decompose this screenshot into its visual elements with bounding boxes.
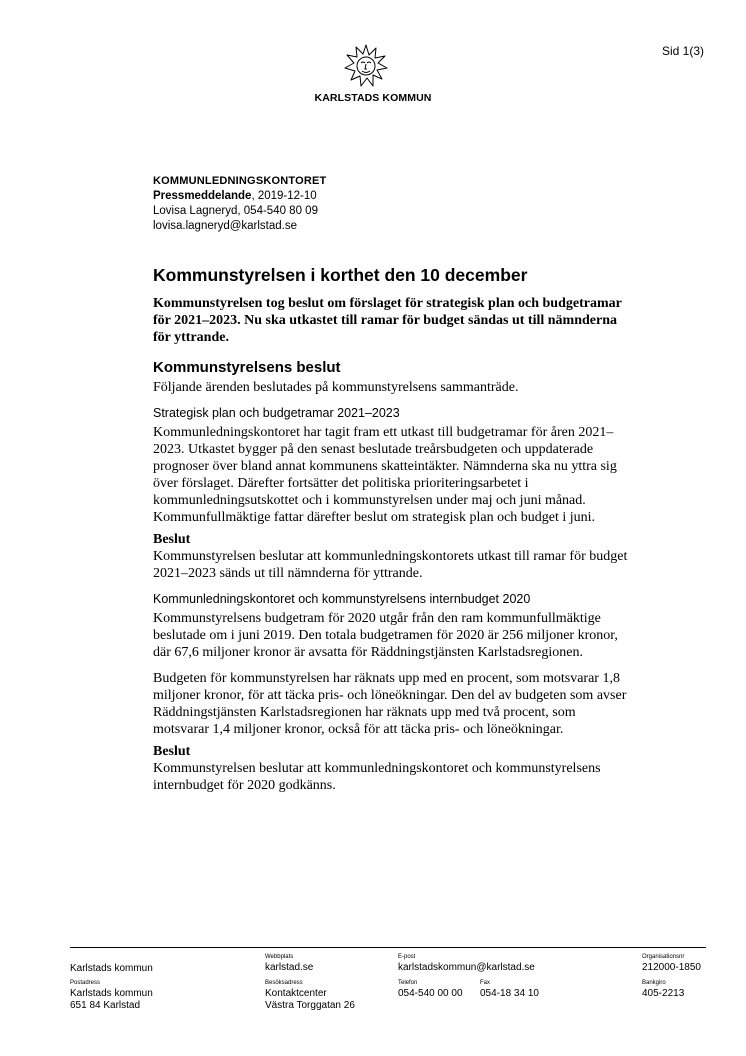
footer-email-label: E-post	[398, 954, 416, 960]
item2-title: Kommunledningskontoret och kommunstyrelsens internbudget 2020	[153, 592, 531, 606]
item2-decision: Kommunstyrelsen beslutar att kommunledningskontoret och kommunstyrelsens internbudget för 2020 godkänns.	[153, 761, 601, 793]
footer-phone-label: Telefon	[398, 980, 418, 986]
item1-body: Kommunledningskontoret har tagit fram ett utkast till budgetramar för åren 2021–2023. Utkastet bygger på den senast beslutade treårsbudgeten och uppdaterade prognoser över bland annat kommunens skatteintäkter. Nämnderna ska nu yttra sig över förslaget. Därefter fortsätter det politiska prioriteringsarbetet i kommunledningsutskottet och i kommunstyrelsen under maj och juni månad. Kommunfullmäktige fattar därefter beslut om strategisk plan och budget i juni.	[153, 425, 617, 525]
footer-visit-label: Besöksadress	[265, 980, 303, 986]
item2-body2: Budgeten för kommunstyrelsen har räknats upp med en procent, som motsvarar 1,8 miljoner kronor, för att täcka pris- och löneökningar. Den del av budgeten som avser Räddningstjänsten Karlstadsregionen har räknats upp med två procent, som motsvarar 1,4 miljoner kronor, också för att täcka pris- och löneökningar.	[153, 671, 627, 737]
article	[153, 263, 633, 794]
contact-email: lovisa.lagneryd@karlstad.se	[153, 220, 297, 232]
org-name: KARLSTADS KOMMUN	[314, 92, 432, 104]
footer-bankgiro-label: Bankgiro	[642, 980, 666, 986]
item1-decision: Kommunstyrelsen beslutar att kommunledningskontorets utkast till ramar för budget 2021–2023 sänds ut till nämnderna för yttrande.	[153, 549, 628, 581]
footer-divider	[70, 947, 706, 948]
footer-visit-line2: Västra Torggatan 26	[265, 1000, 355, 1011]
article-title: Kommunstyrelsen i korthet den 10 december	[153, 265, 528, 285]
footer-email[interactable]: karlstadskommun@karlstad.se	[398, 962, 535, 973]
footer-phone: 054-540 00 00	[398, 988, 463, 999]
item2-body1: Kommunstyrelsens budgetram för 2020 utgår från den ram kommunfullmäktige beslutade om i juni 2019. Den totala budgetramen för 2020 är 256 miljoner kronor, där 67,6 miljoner kronor är avsatta för Räddningstjänsten Karlstadsregionen.	[153, 611, 618, 660]
footer-fax-label: Fax	[480, 980, 491, 986]
page-number: Sid 1(3)	[661, 44, 704, 58]
item1-title: Strategisk plan och budgetramar 2021–2023	[153, 406, 400, 420]
footer-name: Karlstads kommun	[70, 963, 153, 974]
sun-logo-icon	[344, 44, 388, 88]
footer-web[interactable]: karlstad.se	[265, 962, 314, 973]
footer-post-line1: Karlstads kommun	[70, 988, 153, 999]
section-title: Kommunstyrelsens beslut	[153, 359, 341, 376]
footer-web-label: Webbplats	[265, 954, 294, 960]
footer-bankgiro: 405-2213	[642, 988, 685, 999]
footer-orgnr: 212000-1850	[642, 962, 701, 973]
press-meta	[153, 174, 326, 234]
press-type: Pressmeddelande	[153, 190, 252, 202]
footer-post-label: Postadress	[70, 980, 101, 986]
item1-decision-label: Beslut	[153, 532, 191, 547]
footer-fax: 054-18 34 10	[480, 988, 539, 999]
article-lead: Kommunstyrelsen tog beslut om förslaget för strategisk plan och budgetramar för 2021–2023. Nu ska utkastet till ramar för budget sändas ut till nämnderna för yttrande.	[153, 296, 622, 345]
press-type-line	[153, 189, 326, 204]
footer-post-line2: 651 84 Karlstad	[70, 1000, 141, 1011]
footer-visit-line1: Kontaktcenter	[265, 988, 327, 999]
footer-orgnr-label: Organisationsnr	[642, 954, 685, 960]
press-date: , 2019-12-10	[251, 190, 317, 202]
section-intro: Följande ärenden beslutades på kommunstyrelsens sammanträde.	[153, 380, 519, 395]
department: KOMMUNLEDNINGSKONTORET	[153, 175, 327, 187]
item2-decision-label: Beslut	[153, 744, 191, 759]
contact-person: Lovisa Lagneryd, 054-540 80 09	[153, 205, 318, 217]
